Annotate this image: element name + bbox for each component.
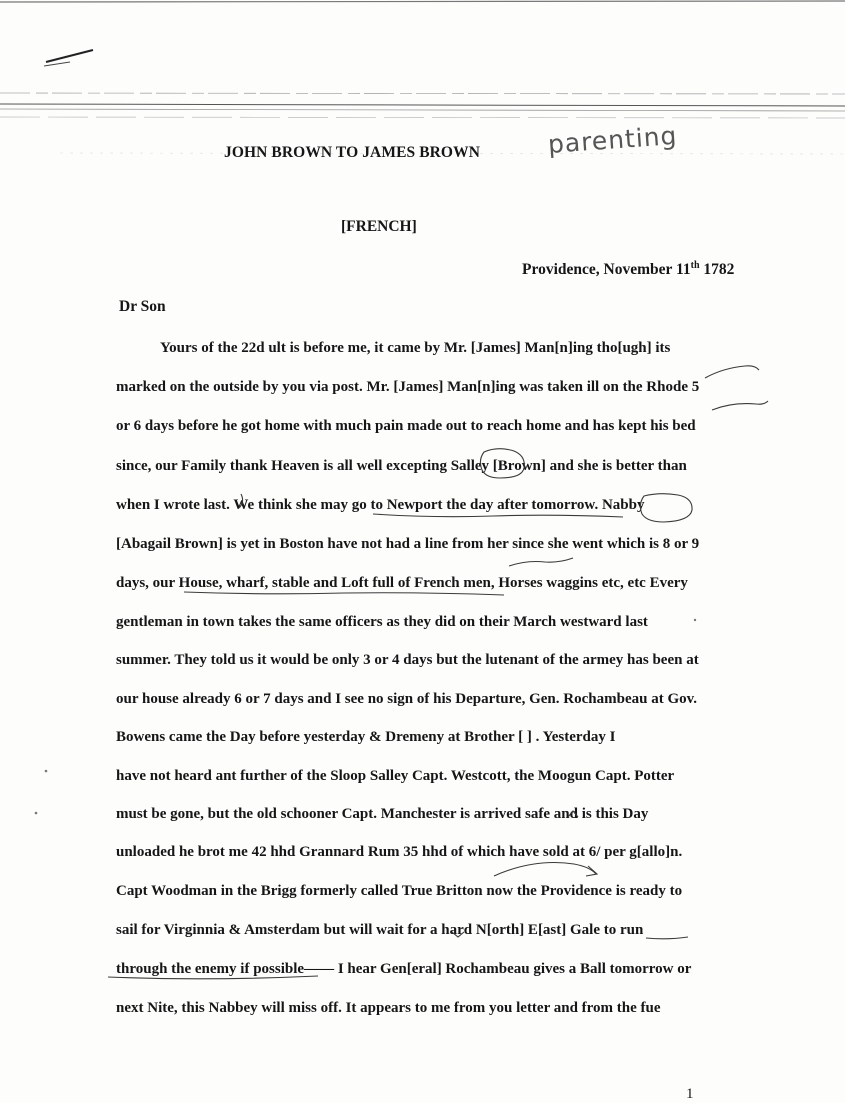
body-line-11: Bowens came the Day before yesterday & Dremeny at Brother [ ] . Yesterday I — [116, 729, 616, 745]
body-line-17: through the enemy if possible—— I hear Gen[eral] Rochambeau gives a Ball tomorrow or — [116, 961, 692, 977]
body-line-15: Capt Woodman in the Brigg formerly called True Britton now the Providence is ready to — [116, 883, 683, 899]
body-line-18: next Nite, this Nabbey will miss off. It appears to me from you letter and from the fue — [116, 1000, 661, 1016]
body-line-5: when I wrote last. We think she may go to Newport the day after tomorrow. Nabby — [116, 497, 645, 513]
language-label: [FRENCH] — [341, 218, 417, 235]
body-line-13: must be gone, but the old schooner Capt. Manchester is arrived safe and is this Day — [116, 806, 649, 822]
date-ordinal: th — [690, 260, 700, 271]
document-title: JOHN BROWN TO JAMES BROWN — [224, 144, 480, 161]
scan-artifact-lines — [0, 0, 845, 160]
body-line-7: days, our House, wharf, stable and Loft full of French men, Horses waggins etc, etc Every — [116, 575, 688, 591]
handwritten-note: parenting — [546, 120, 679, 159]
body-line-2: marked on the outside by you via post. Mr. [James] Man[n]ing was taken ill on the Rhode 5 — [116, 379, 700, 395]
body-line-3: or 6 days before he got home with much pain made out to reach home and has kept his bed — [116, 418, 696, 434]
body-line-8: gentleman in town takes the same officers as they did on their March westward last — [116, 614, 648, 630]
body-line-1: Yours of the 22d ult is before me, it came by Mr. [James] Man[n]ing tho[ugh] its — [160, 340, 671, 356]
salutation: Dr Son — [119, 298, 166, 315]
body-line-14: unloaded he brot me 42 hhd Grannard Rum 35 hhd of which have sold at 6/ per g[allo]n. — [116, 844, 683, 860]
page-number: 1 — [686, 1086, 694, 1102]
body-line-10: our house already 6 or 7 days and I see no sign of his Departure, Gen. Rochambeau at Gov. — [116, 691, 698, 707]
body-line-12: have not heard ant further of the Sloop Salley Capt. Westcott, the Moogun Capt. Potter — [116, 768, 675, 784]
body-line-16: sail for Virginnia & Amsterdam but will wait for a hard N[orth] E[ast] Gale to run — [116, 922, 644, 938]
body-line-6: [Abagail Brown] is yet in Boston have not had a line from her since she went which is 8 or 9 — [116, 536, 700, 552]
body-line-9: summer. They told us it would be only 3 or 4 days but the lutenant of the armey has been at — [116, 652, 699, 668]
date-year: 1782 — [699, 261, 735, 279]
date-text: Providence, November 11 — [522, 261, 691, 279]
body-line-4: since, our Family thank Heaven is all well excepting Salley [Brown] and she is better than — [116, 458, 687, 474]
letter-date — [522, 260, 734, 279]
